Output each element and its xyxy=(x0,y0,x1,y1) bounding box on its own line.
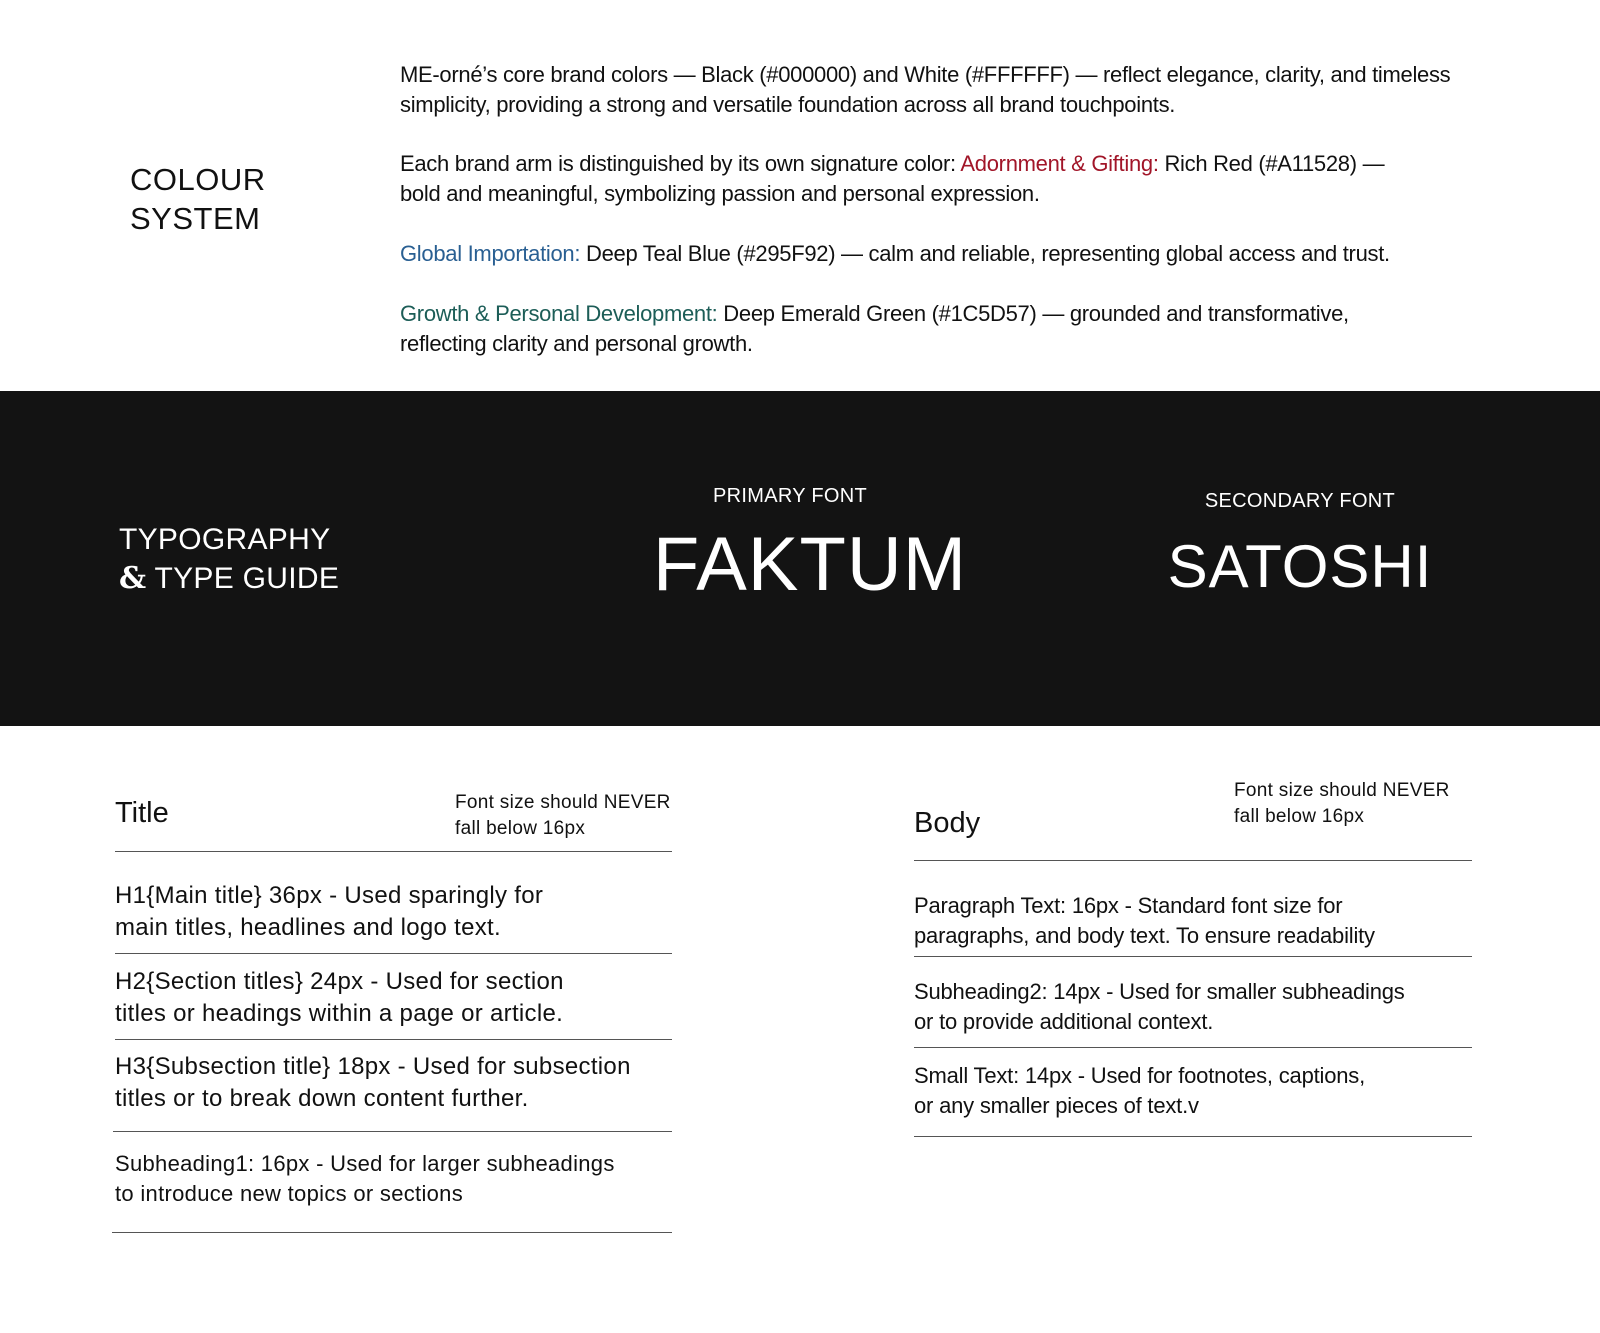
subheading2-row-divider xyxy=(914,1047,1472,1048)
small-text-row-line2: or any smaller pieces of text.v xyxy=(914,1093,1199,1118)
growth-paragraph xyxy=(400,299,1430,359)
h3-row-line1: H3{Subsection title} 18px - Used for subsection xyxy=(115,1053,631,1080)
body-guide-heading: Body xyxy=(914,807,981,839)
title-guide-note-line1: Font size should NEVER xyxy=(455,792,671,813)
secondary-font-label: SECONDARY FONT xyxy=(1204,490,1396,512)
brand-colors-paragraph xyxy=(400,60,1500,120)
title-guide-note-line2: fall below 16px xyxy=(455,818,586,839)
type-guide-text: TYPE GUIDE xyxy=(146,562,340,595)
h3-row xyxy=(115,1051,631,1115)
h3-row-line2: titles or to break down content further. xyxy=(115,1085,529,1112)
global-importation-text: Deep Teal Blue (#295F92) — calm and reliable, representing global access and trust. xyxy=(580,241,1390,266)
body-guide-note xyxy=(1234,778,1450,830)
subheading1-row-line1: Subheading1: 16px - Used for larger subheadings xyxy=(115,1151,615,1176)
paragraph-text-row xyxy=(914,891,1375,951)
growth-text: Deep Emerald Green (#1C5D57) — grounded and transformative, reflecting clarity and personal growth. xyxy=(400,301,1355,356)
typography-title xyxy=(119,520,339,598)
small-text-row-line1: Small Text: 14px - Used for footnotes, captions, xyxy=(914,1063,1366,1088)
typography-title-line1: TYPOGRAPHY xyxy=(119,523,331,556)
title-guide-divider xyxy=(115,851,672,852)
h2-row-divider xyxy=(115,1039,672,1040)
growth-label: Growth & Personal Development: xyxy=(400,301,718,326)
colour-system-title-line2: SYSTEM xyxy=(130,201,261,236)
adornment-paragraph xyxy=(400,149,1425,209)
body-guide-note-line1: Font size should NEVER xyxy=(1234,780,1450,801)
primary-font-label: PRIMARY FONT xyxy=(713,485,867,507)
subheading1-row xyxy=(115,1149,615,1209)
paragraph-text-row-line1: Paragraph Text: 16px - Standard font size for xyxy=(914,893,1343,918)
subheading2-row-line1: Subheading2: 14px - Used for smaller subheadings xyxy=(914,979,1405,1004)
adornment-intro-text: Each brand arm is distinguished by its own signature color: xyxy=(400,151,961,176)
h1-row-line1: H1{Main title} 36px - Used sparingly for xyxy=(115,882,544,909)
body-guide-note-line2: fall below 16px xyxy=(1234,806,1365,827)
title-guide-note xyxy=(455,790,671,842)
h1-row-divider xyxy=(115,953,672,954)
global-importation-paragraph xyxy=(400,239,1520,269)
subheading2-row-line2: or to provide additional context. xyxy=(914,1009,1214,1034)
h1-row-line2: main titles, headlines and logo text. xyxy=(115,914,501,941)
paragraph-text-row-line2: paragraphs, and body text. To ensure readability xyxy=(914,923,1375,948)
paragraph-text-row-divider xyxy=(914,956,1472,957)
adornment-text: Rich Red (#A11528) — bold and meaningful, symbolizing passion and personal expression. xyxy=(400,151,1391,206)
title-guide-heading: Title xyxy=(115,797,169,829)
h1-row xyxy=(115,880,543,944)
h2-row xyxy=(115,966,564,1030)
subheading1-row-divider xyxy=(112,1232,672,1233)
small-text-row xyxy=(914,1061,1365,1121)
secondary-font-name: SATOSHI xyxy=(1167,533,1433,600)
h2-row-line2: titles or headings within a page or article. xyxy=(115,1000,564,1027)
small-text-row-divider xyxy=(914,1136,1472,1137)
subheading1-row-line2: to introduce new topics or sections xyxy=(115,1181,464,1206)
ampersand: & xyxy=(119,561,147,596)
primary-font-name: FAKTUM xyxy=(652,522,968,607)
typography-title-line2 xyxy=(119,559,339,598)
subheading2-row xyxy=(914,977,1405,1037)
body-guide-divider xyxy=(914,860,1472,861)
colour-system-title xyxy=(130,160,266,238)
h3-row-divider xyxy=(113,1131,672,1132)
global-importation-label: Global Importation: xyxy=(400,241,581,266)
colour-system-title-line1: COLOUR xyxy=(130,162,266,197)
h2-row-line1: H2{Section titles} 24px - Used for section xyxy=(115,968,564,995)
adornment-label: Adornment & Gifting: xyxy=(960,151,1159,176)
brand-colors-text: ME-orné’s core brand colors — Black (#000000) and White (#FFFFFF) — reflect elegance, clarity, and timeless simplicity, providing a strong and versatile foundation across all brand touchpoints. xyxy=(400,62,1457,117)
